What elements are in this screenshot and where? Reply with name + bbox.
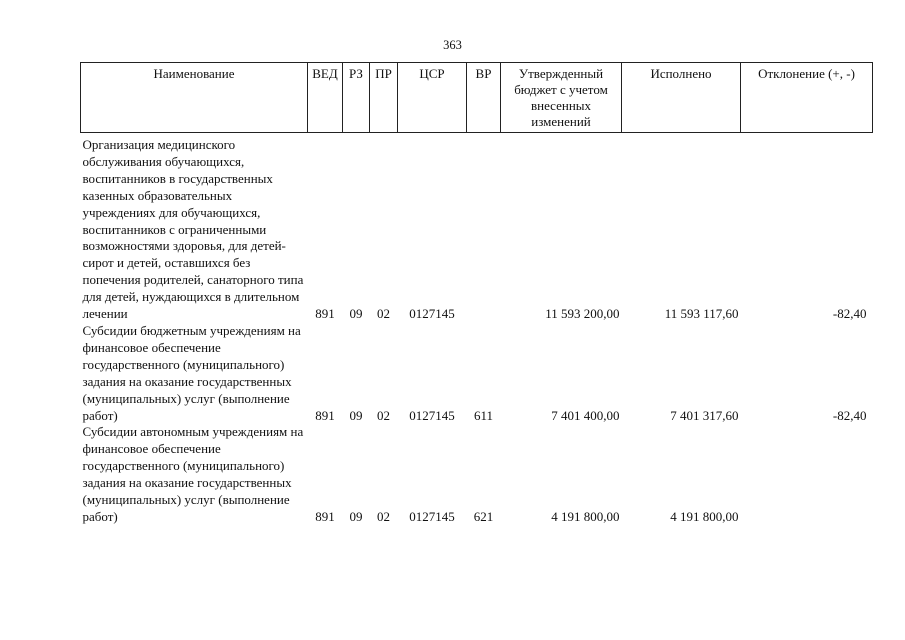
header-ved: ВЕД bbox=[308, 63, 343, 133]
row-rz: 09 bbox=[349, 407, 363, 423]
page-number: 363 bbox=[443, 38, 462, 52]
header-row bbox=[81, 63, 873, 133]
row-deviation: -82,40 bbox=[832, 306, 867, 322]
row-approved: 4 191 800,00 bbox=[551, 508, 620, 524]
table-body bbox=[81, 133, 873, 526]
row-vr: 621 bbox=[473, 508, 494, 524]
row-csr: 0127145 bbox=[409, 407, 455, 423]
row-deviation: -82,40 bbox=[832, 407, 867, 423]
row-executed: 11 593 117,60 bbox=[664, 306, 739, 322]
row-csr: 0127145 bbox=[409, 508, 455, 524]
row-executed: 4 191 800,00 bbox=[670, 508, 739, 524]
row-name: Организация медицинского обслуживания обучающихся, воспитанников в государственных казенных образовательных учреждениях для обучающихся, воспитанников с ограниченными возможностями здоровья, для детей-сирот и детей, оставшихся без попечения родителей, санаторного типа для детей, нуждающихся в длительном лечении bbox=[82, 137, 304, 322]
table-row bbox=[81, 323, 873, 424]
row-executed: 7 401 317,60 bbox=[670, 407, 739, 423]
header-name: Наименование bbox=[81, 63, 308, 133]
row-name: Субсидии автономным учреждениям на финансовое обеспечение государственного (муниципального) задания на оказание государственных (муниципальных) услуг (выполнение работ) bbox=[82, 424, 304, 524]
row-csr: 0127145 bbox=[409, 306, 455, 322]
header-deviation: Отклонение (+, -) bbox=[741, 63, 873, 133]
row-rz: 09 bbox=[349, 508, 363, 524]
row-approved: 11 593 200,00 bbox=[545, 306, 620, 322]
table-row bbox=[81, 424, 873, 525]
row-approved: 7 401 400,00 bbox=[551, 407, 620, 423]
header-executed: Исполнено bbox=[622, 63, 741, 133]
header-vr: ВР bbox=[467, 63, 501, 133]
row-name: Субсидии бюджетным учреждениям на финансовое обеспечение государственного (муниципального) задания на оказание государственных (муниципальных) услуг (выполнение работ) bbox=[82, 322, 301, 423]
header-pr: ПР bbox=[370, 63, 398, 133]
row-pr: 02 bbox=[377, 306, 390, 322]
row-ved: 891 bbox=[315, 306, 335, 322]
row-ved: 891 bbox=[315, 407, 335, 423]
row-ved: 891 bbox=[315, 508, 335, 524]
row-deviation bbox=[741, 424, 873, 525]
row-vr: 611 bbox=[473, 407, 494, 423]
header-approved: Утвержденный бюджет с учетом внесенных изменений bbox=[501, 63, 622, 133]
table-header bbox=[81, 63, 873, 133]
row-vr bbox=[467, 133, 501, 323]
budget-table bbox=[80, 62, 873, 526]
row-pr: 02 bbox=[377, 407, 390, 423]
table-row bbox=[81, 133, 873, 323]
row-pr: 02 bbox=[377, 508, 390, 524]
header-csr: ЦСР bbox=[398, 63, 467, 133]
header-rz: РЗ bbox=[343, 63, 370, 133]
row-rz: 09 bbox=[349, 306, 363, 322]
